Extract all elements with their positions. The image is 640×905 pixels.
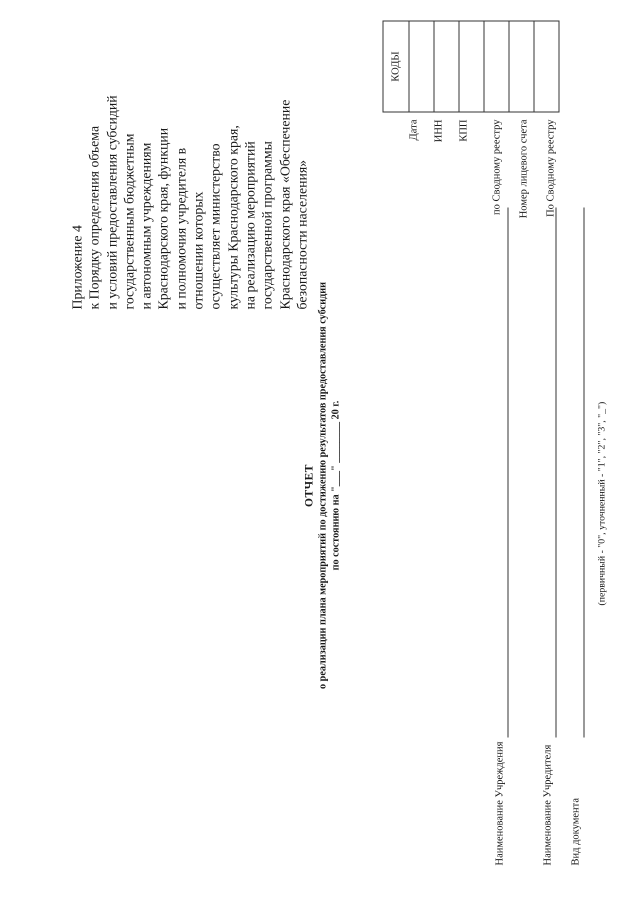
code-label-date: Дата [408, 119, 419, 140]
code-label-registry-institution: по Сводному реестру [491, 119, 502, 215]
codes-header: КОДЫ [383, 21, 409, 112]
report-title: ОТЧЕТ [303, 463, 315, 507]
code-cell-registry-founder[interactable] [534, 21, 559, 112]
appendix-line: осуществляет министерство [207, 142, 223, 309]
code-cell-inn[interactable] [434, 21, 459, 112]
appendix-line: и условий предоставления субсидий [103, 94, 119, 309]
code-cell-registry-institution[interactable] [484, 21, 509, 112]
appendix-line: на реализацию мероприятий [241, 140, 257, 309]
code-cell-kpp[interactable] [459, 21, 484, 112]
institution-name-line[interactable] [507, 207, 508, 737]
document-type-label: Вид документа [570, 797, 581, 865]
code-label-registry-founder: По Сводному реестру [545, 119, 556, 217]
appendix-line: Приложение 4 [69, 224, 84, 309]
founder-name-label: Наименование Учредителя [542, 744, 553, 865]
appendix-line: и автономным учреждениям [138, 142, 154, 309]
report-date-line: по состоянию на "___" ________ 20 г. [330, 400, 341, 570]
code-cell-date[interactable] [409, 21, 434, 112]
appendix-line: Краснодарского края «Обеспечение [276, 99, 292, 309]
document-type-line[interactable] [583, 207, 584, 737]
appendix-line: культуры Краснодарского края, [224, 124, 240, 309]
appendix-line: отношении которых [190, 191, 206, 309]
report-title-block [302, 205, 342, 765]
institution-name-label: Наименование Учреждения [494, 741, 505, 865]
code-label-inn: ИНН [433, 119, 444, 142]
code-label-account-number: Номер лицевого счета [518, 119, 529, 218]
appendix-line: и полномочия учредителя в [172, 147, 188, 309]
code-label-kpp: КПП [458, 119, 469, 142]
appendix-line: Краснодарского края, функции [155, 127, 171, 309]
appendix-block [68, 9, 310, 309]
appendix-line: безопасности населения» [293, 159, 309, 309]
appendix-line: государственной программы [259, 140, 275, 309]
document-type-hint: (первичный - "0", уточненный - "1", "2", "3", "_") [596, 401, 607, 605]
code-cell-account-number[interactable] [509, 21, 534, 112]
appendix-line: к Порядку определения объема [86, 125, 102, 309]
founder-name-line[interactable] [555, 207, 556, 737]
report-subtitle: о реализации плана мероприятий по достижению результатов предоставления субсидии [317, 281, 328, 689]
codes-table [382, 20, 559, 112]
appendix-line: государственным бюджетным [120, 132, 136, 309]
